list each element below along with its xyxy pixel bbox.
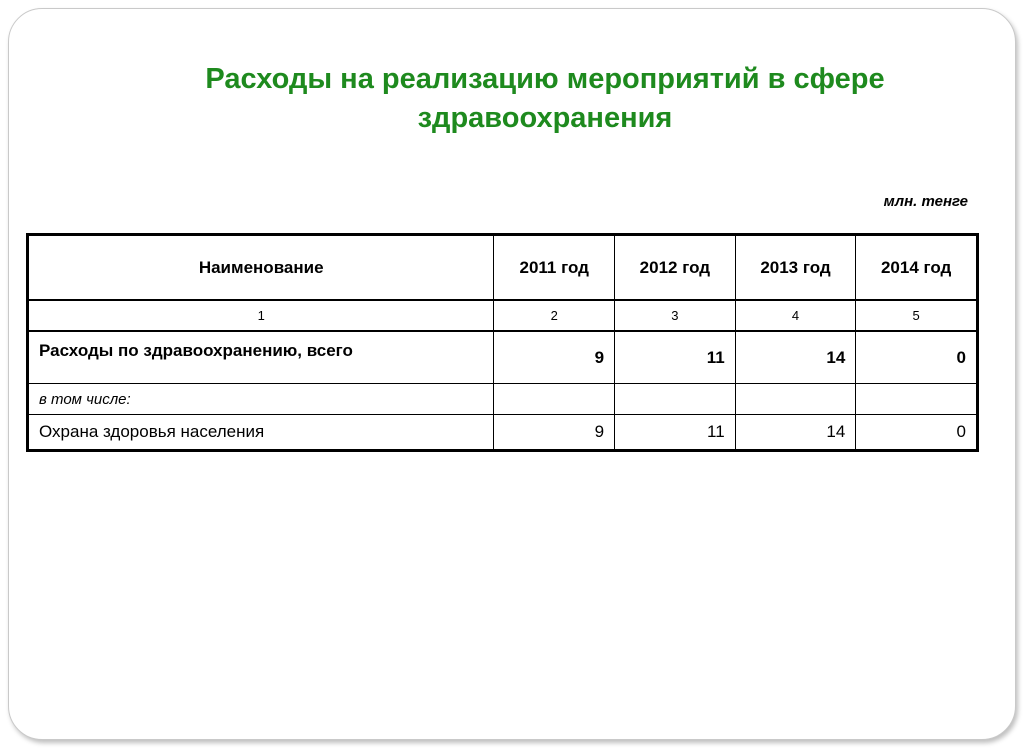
cell-value: 14 [735,331,856,384]
table-row-including [28,384,978,415]
page-title: Расходы на реализацию мероприятий в сфере здравоохранения [205,63,885,134]
expenses-table [26,233,979,452]
cell-value [615,384,736,415]
column-number: 5 [856,300,978,331]
cell-value: 9 [494,415,615,451]
cell-value: 9 [494,331,615,384]
column-number: 4 [735,300,856,331]
column-number-row [28,300,978,331]
cell-value: 0 [856,415,978,451]
cell-value [494,384,615,415]
row-label: Охрана здоровья населения [28,415,494,451]
column-number: 3 [615,300,736,331]
cell-value [856,384,978,415]
unit-label: млн. тенге [883,193,968,210]
table-row-health-protection [28,415,978,451]
cell-value: 11 [615,331,736,384]
column-number: 1 [28,300,494,331]
header-2011: 2011 год [494,235,615,301]
column-number: 2 [494,300,615,331]
cell-value: 14 [735,415,856,451]
row-label: Расходы по здравоохранению, всего [28,331,494,384]
header-name: Наименование [28,235,494,301]
header-2013: 2013 год [735,235,856,301]
cell-value: 11 [615,415,736,451]
cell-value [735,384,856,415]
row-label: в том числе: [28,384,494,415]
cell-value: 0 [856,331,978,384]
header-2012: 2012 год [615,235,736,301]
header-2014: 2014 год [856,235,978,301]
table-header-row [28,235,978,301]
table-row-total [28,331,978,384]
